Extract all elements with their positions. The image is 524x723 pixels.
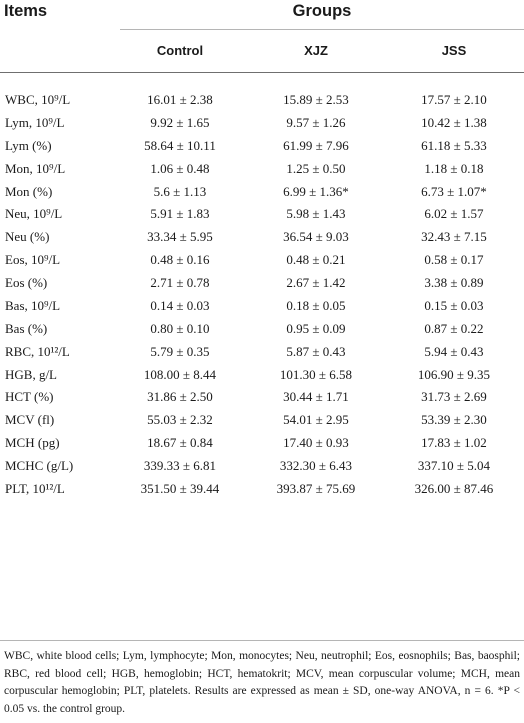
table-row <box>0 364 524 387</box>
row-item-label: WBC, 10⁹/L <box>5 92 71 107</box>
cell-xjz: 17.40 ± 0.93 <box>283 435 349 451</box>
cell-control: 55.03 ± 2.32 <box>147 412 213 428</box>
cell-xjz: 30.44 ± 1.71 <box>283 389 349 405</box>
table-footnote: WBC, white blood cells; Lym, lymphocyte; Mon, monocytes; Neu, neutrophil; Eos, eosnophils; Bas, baosphil; RBC, red blood cell; HGB, hemoglobin; HCT, hematokrit; MCV, mean corpuscular volume; MCH, mean corpuscular hemoglobin; PLT, platelets. Results are expressed as mean ± SD, one-way ANOVA, n = 6. *P < 0.05 vs. the control group. <box>4 650 520 715</box>
groups-underline <box>120 29 524 30</box>
table-row <box>0 341 524 364</box>
cell-xjz: 332.30 ± 6.43 <box>279 458 353 473</box>
cell-xjz: 0.95 ± 0.09 <box>286 320 346 336</box>
row-item-label: RBC, 10¹²/L <box>5 343 70 359</box>
table-row <box>0 455 524 478</box>
cell-control: 16.01 ± 2.38 <box>147 92 213 107</box>
table-row <box>0 249 524 272</box>
table-row <box>0 272 524 295</box>
row-item-label: MCV (fl) <box>5 412 55 428</box>
row-item-label: Mon, 10⁹/L <box>5 160 66 176</box>
cell-control: 31.86 ± 2.50 <box>147 389 213 405</box>
cell-jss: 326.00 ± 87.46 <box>414 480 494 496</box>
cell-xjz: 61.99 ± 7.96 <box>283 137 349 153</box>
cell-jss: 0.58 ± 0.17 <box>424 252 484 268</box>
column-header-jss: JSS <box>441 43 467 58</box>
cell-control: 5.6 ± 1.13 <box>153 183 207 199</box>
cell-jss: 0.87 ± 0.22 <box>424 320 484 336</box>
row-item-label: HGB, g/L <box>5 366 57 382</box>
cell-control: 5.91 ± 1.83 <box>150 206 210 222</box>
table-row <box>0 158 524 181</box>
row-item-label: Mon (%) <box>5 183 53 199</box>
row-item-label: Bas (%) <box>5 320 48 336</box>
cell-xjz: 15.89 ± 2.53 <box>283 92 349 107</box>
row-item-label: Eos, 10⁹/L <box>5 252 61 268</box>
row-item-label: MCHC (g/L) <box>5 458 74 473</box>
cell-jss: 5.94 ± 0.43 <box>424 343 484 359</box>
row-item-label: MCH (pg) <box>5 435 60 451</box>
cell-control: 2.71 ± 0.78 <box>150 275 210 290</box>
cell-xjz: 9.57 ± 1.26 <box>286 114 346 130</box>
row-item-label: HCT (%) <box>5 389 54 405</box>
row-item-label: PLT, 10¹²/L <box>5 480 65 496</box>
cell-jss: 17.57 ± 2.10 <box>421 92 487 107</box>
row-item-label: Eos (%) <box>5 275 48 290</box>
cell-control: 351.50 ± 39.44 <box>140 480 220 496</box>
row-item-label: Lym (%) <box>5 137 52 153</box>
cell-control: 1.06 ± 0.48 <box>150 160 210 176</box>
cell-jss: 3.38 ± 0.89 <box>424 275 484 290</box>
table-row <box>0 181 524 204</box>
cell-jss: 10.42 ± 1.38 <box>421 114 487 130</box>
cell-xjz: 6.99 ± 1.36* <box>283 183 349 199</box>
cell-jss: 31.73 ± 2.69 <box>421 389 487 405</box>
cell-control: 0.14 ± 0.03 <box>150 297 210 313</box>
cell-xjz: 0.48 ± 0.21 <box>286 252 346 268</box>
column-header-xjz: XJZ <box>304 43 328 58</box>
cell-xjz: 36.54 ± 9.03 <box>283 229 349 245</box>
cell-control: 5.79 ± 0.35 <box>150 343 210 359</box>
items-header: Items <box>4 2 48 20</box>
table-bottom-rule <box>0 640 524 641</box>
cell-xjz: 5.98 ± 1.43 <box>286 206 346 222</box>
cell-control: 108.00 ± 8.44 <box>143 366 217 382</box>
cell-xjz: 393.87 ± 75.69 <box>276 480 356 496</box>
cell-jss: 1.18 ± 0.18 <box>424 160 484 176</box>
cell-control: 0.48 ± 0.16 <box>150 252 210 268</box>
table-row <box>0 432 524 455</box>
table-row <box>0 295 524 318</box>
header-divider <box>0 72 524 73</box>
cell-xjz: 54.01 ± 2.95 <box>283 412 349 428</box>
cell-jss: 106.90 ± 9.35 <box>417 366 491 382</box>
cell-xjz: 5.87 ± 0.43 <box>286 343 346 359</box>
table-row <box>0 226 524 249</box>
cell-control: 18.67 ± 0.84 <box>147 435 213 451</box>
groups-header: Groups <box>292 2 352 20</box>
table-row <box>0 135 524 158</box>
cell-xjz: 2.67 ± 1.42 <box>286 275 346 290</box>
cell-xjz: 1.25 ± 0.50 <box>286 160 346 176</box>
table-body <box>0 89 524 501</box>
column-header-control: Control <box>156 43 204 58</box>
table-row <box>0 318 524 341</box>
cell-control: 0.80 ± 0.10 <box>150 320 210 336</box>
row-item-label: Lym, 10⁹/L <box>5 114 65 130</box>
table-row <box>0 112 524 135</box>
cell-control: 9.92 ± 1.65 <box>150 114 210 130</box>
cell-xjz: 0.18 ± 0.05 <box>286 297 346 313</box>
table-row <box>0 386 524 409</box>
cell-jss: 53.39 ± 2.30 <box>421 412 487 428</box>
cell-jss: 61.18 ± 5.33 <box>421 137 487 153</box>
cell-jss: 17.83 ± 1.02 <box>421 435 487 451</box>
cell-control: 339.33 ± 6.81 <box>143 458 217 473</box>
row-item-label: Neu (%) <box>5 229 50 245</box>
table-row <box>0 203 524 226</box>
row-item-label: Bas, 10⁹/L <box>5 297 61 313</box>
cell-control: 58.64 ± 10.11 <box>144 137 216 153</box>
cell-jss: 337.10 ± 5.04 <box>417 458 491 473</box>
cell-jss: 0.15 ± 0.03 <box>424 297 484 313</box>
cell-jss: 6.02 ± 1.57 <box>424 206 484 222</box>
cell-jss: 6.73 ± 1.07* <box>421 183 487 199</box>
cell-xjz: 101.30 ± 6.58 <box>279 366 353 382</box>
table-row <box>0 89 524 112</box>
cell-control: 33.34 ± 5.95 <box>147 229 213 245</box>
row-item-label: Neu, 10⁹/L <box>5 206 63 222</box>
cell-jss: 32.43 ± 7.15 <box>421 229 487 245</box>
table-row <box>0 409 524 432</box>
table-row <box>0 478 524 501</box>
